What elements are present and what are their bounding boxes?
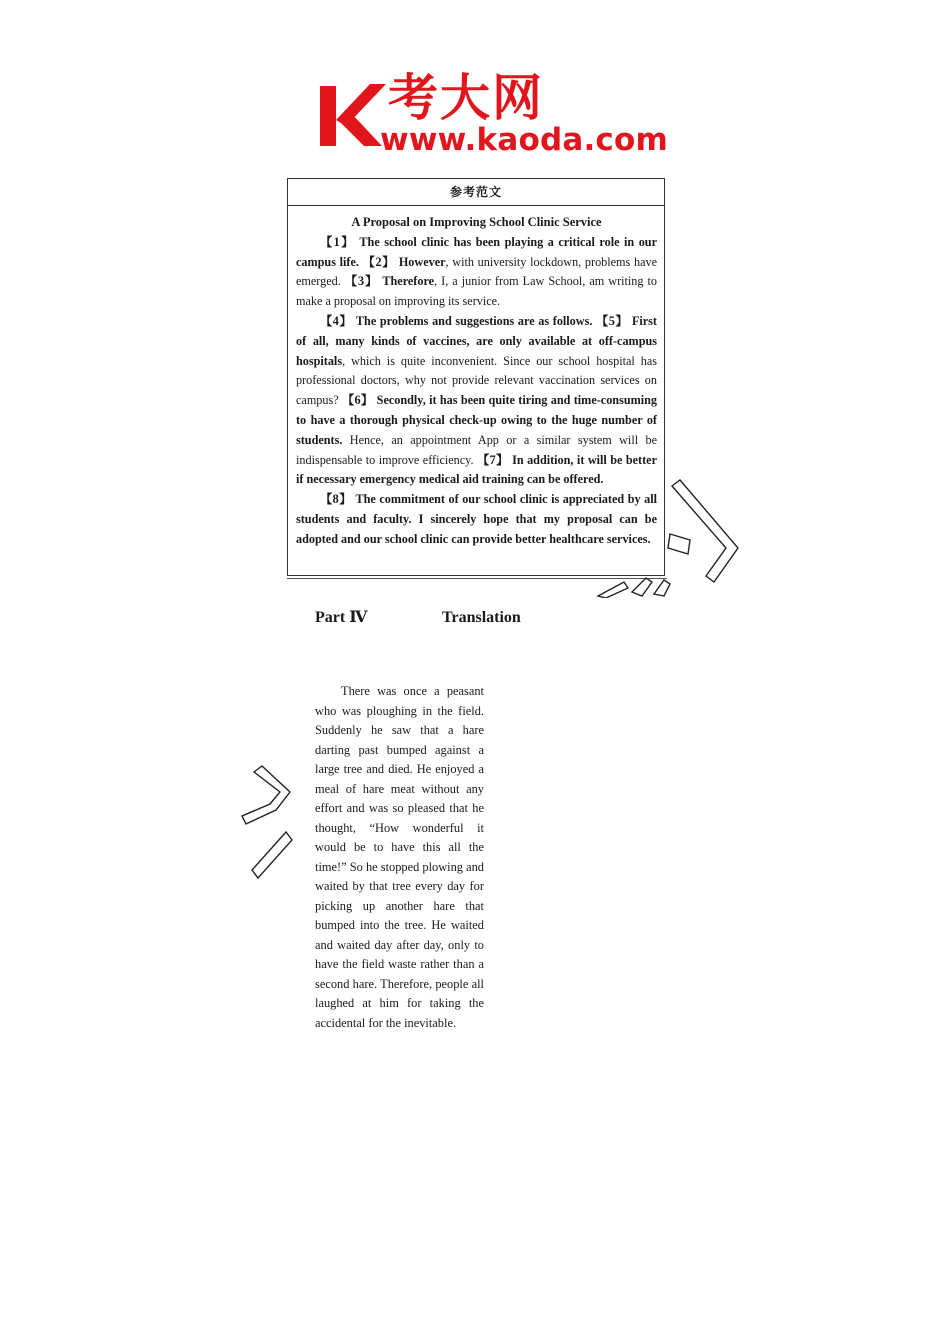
part-label: Part Ⅳ xyxy=(315,609,368,626)
essay-text-run: 【6】 Secondly, it has been quite tiring and time-consuming to have a thorough physical check-up owing to the huge number of students. xyxy=(296,393,658,447)
essay-text-run: , with university lockdown, problems have emerged. xyxy=(296,254,657,289)
logo-url: www.kaoda.com xyxy=(380,122,669,158)
essay-text-run: 【3】 Therefore xyxy=(344,274,435,289)
logo-site-name: 考大网 xyxy=(388,69,544,127)
essay-text-run: , I, a junior from Law School, am writing to make a proposal on improving its service. xyxy=(296,274,658,309)
essay-paragraph-1 xyxy=(296,233,657,312)
part-name: Translation xyxy=(442,609,521,626)
k-letter-icon xyxy=(318,80,388,152)
essay-paragraph-2 xyxy=(296,312,657,490)
essay-text-run: 【7】 In addition, it will be better if necessary emergency medical aid training can be offered. xyxy=(296,452,657,487)
box-header: 参考范文 xyxy=(288,179,664,206)
essay-text-run: 【4】 The problems and suggestions are as follows. 【5】 First of all, many kinds of vaccines, are only available at off-campus hospitals xyxy=(296,313,657,368)
watermark-right xyxy=(594,478,744,598)
essay-title: A Proposal on Improving School Clinic Service xyxy=(351,215,602,229)
essay-text-run: 【2】 However xyxy=(362,254,446,269)
essay-text-run: Hence, an appointment App or a similar system will be indispensable to improve efficiency. xyxy=(296,432,657,467)
site-logo xyxy=(318,69,669,162)
essay-text-run: , which is quite inconvenient. Since our school hospital has professional doctors, why not provide relevant vaccination services on campus? xyxy=(296,353,657,408)
watermark-left xyxy=(240,762,300,886)
essay-text-run: 【1】 The school clinic has been playing a critical role in our campus life. xyxy=(296,234,657,269)
essay-text-run: 【8】 The commitment of our school clinic is appreciated by all students and faculty. I sincerely hope that my proposal can be adopted and our school clinic can provide better healthcare services. xyxy=(296,492,657,546)
translation-text: There was once a peasant who was ploughing in the field. Suddenly he saw that a hare darting past bumped against a large tree and died. He enjoyed a meal of hare meat without any effort and was so pleased that he thought, “How wonderful it would be to have this all the time!” So he stopped plowing and waited by that tree every day for picking up another hare that bumped into the tree. He waited and waited day after day, only to have the field waste rather than a second hare. Therefore, people all laughed at him for taking the accidental for the inevitable. xyxy=(315,684,484,1030)
